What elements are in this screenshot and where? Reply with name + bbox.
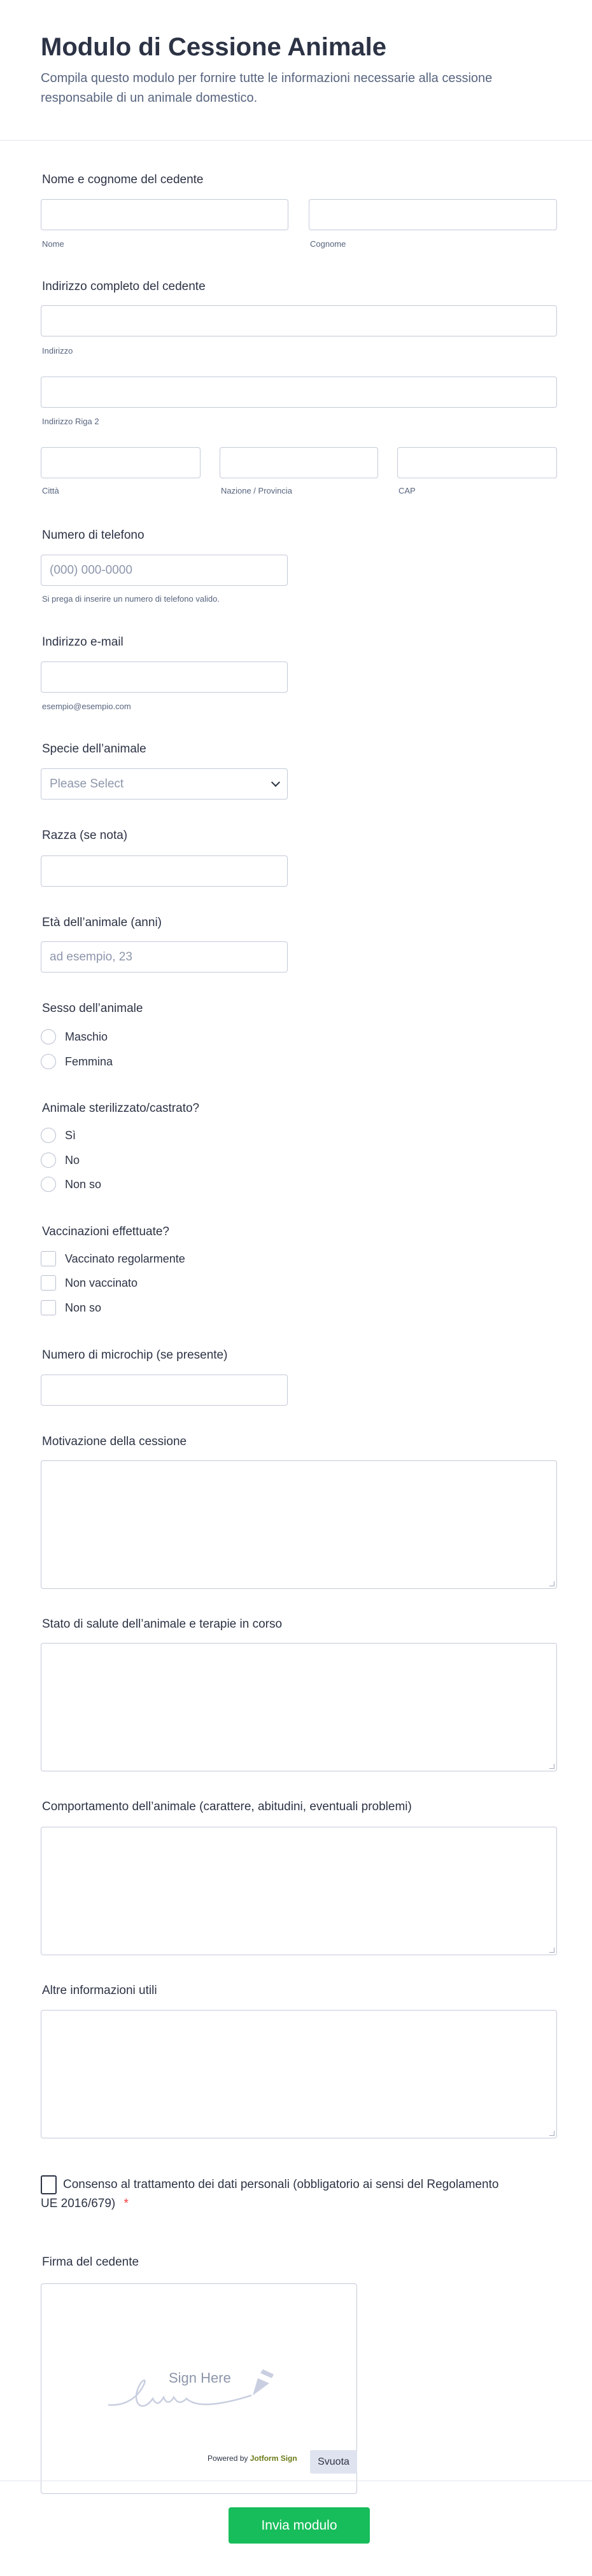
- other-textarea[interactable]: [41, 2010, 557, 2138]
- powered-by: [208, 2454, 297, 2463]
- resize-handle-icon[interactable]: [549, 2131, 554, 2136]
- resize-handle-icon[interactable]: [549, 1764, 554, 1769]
- radio-icon[interactable]: [41, 1029, 56, 1044]
- consent-label: Consenso al trattamento dei dati personali (obbligatorio ai sensi del Regolamento UE 2016/679): [41, 2178, 499, 2211]
- phone-hint: Si prega di inserire un numero di telefono valido.: [42, 594, 220, 604]
- health-label: Stato di salute dell’animale e terapie in corso: [42, 1617, 283, 1631]
- vaccines-label: Vaccinazioni effettuate?: [42, 1225, 169, 1238]
- city-sublabel: Città: [42, 486, 59, 495]
- address-line1-input[interactable]: [41, 305, 557, 336]
- option-label: Non so: [65, 1301, 102, 1314]
- address-line1-sublabel: Indirizzo: [42, 346, 73, 356]
- microchip-label: Numero di microchip (se presente): [42, 1348, 228, 1362]
- other-label: Altre informazioni utili: [42, 1984, 157, 1997]
- last-name-input[interactable]: [309, 199, 557, 230]
- state-input[interactable]: [220, 447, 378, 478]
- city-input[interactable]: [41, 447, 201, 478]
- page-title: Modulo di Cessione Animale: [41, 33, 387, 61]
- email-hint: esempio@esempio.com: [42, 702, 131, 711]
- sex-label: Sesso dell’animale: [42, 1002, 143, 1015]
- sign-here-placeholder: Sign Here: [169, 2370, 231, 2386]
- health-textarea[interactable]: [41, 1643, 557, 1771]
- address-line2-input[interactable]: [41, 377, 557, 408]
- first-name-input[interactable]: [41, 199, 288, 230]
- phone-label: Numero di telefono: [42, 529, 144, 542]
- powered-by-text: Powered by: [208, 2454, 248, 2463]
- sex-option-male[interactable]: [41, 1029, 108, 1044]
- species-label: Specie dell’animale: [42, 742, 146, 756]
- state-sublabel: Nazione / Provincia: [221, 486, 292, 495]
- checkbox-icon[interactable]: [41, 1275, 56, 1291]
- submit-button[interactable]: Invia modulo: [229, 2507, 370, 2544]
- name-label: Nome e cognome del cedente: [42, 173, 204, 186]
- jotform-sign-brand: Jotform Sign: [250, 2454, 297, 2463]
- option-label: Non vaccinato: [65, 1276, 138, 1289]
- radio-icon[interactable]: [41, 1054, 56, 1069]
- resize-handle-icon[interactable]: [549, 1948, 554, 1953]
- clear-signature-button[interactable]: Svuota: [310, 2450, 357, 2474]
- reason-textarea[interactable]: [41, 1460, 557, 1589]
- resize-handle-icon[interactable]: [549, 1581, 554, 1586]
- sex-option-female[interactable]: [41, 1054, 113, 1069]
- neutered-option-no[interactable]: [41, 1153, 80, 1168]
- radio-icon[interactable]: [41, 1128, 56, 1143]
- first-name-sublabel: Nome: [42, 239, 64, 249]
- phone-input[interactable]: [41, 555, 288, 586]
- last-name-sublabel: Cognome: [310, 239, 346, 249]
- option-label: Non so: [65, 1177, 102, 1191]
- option-label: No: [65, 1153, 80, 1167]
- required-asterisk: *: [123, 2197, 129, 2211]
- behavior-textarea[interactable]: [41, 1827, 557, 1955]
- option-label: Femmina: [65, 1055, 113, 1068]
- option-label: Vaccinato regolarmente: [65, 1252, 185, 1265]
- vaccines-option-regular[interactable]: [41, 1251, 185, 1266]
- email-label: Indirizzo e-mail: [42, 635, 123, 649]
- behavior-label: Comportamento dell’animale (carattere, abitudini, eventuali problemi): [42, 1800, 412, 1813]
- breed-input[interactable]: [41, 855, 288, 887]
- email-input[interactable]: [41, 661, 288, 693]
- header-divider: [0, 140, 592, 141]
- page-subtitle: Compila questo modulo per fornire tutte le informazioni necessarie alla cessione responsabile di un animale domestico.: [41, 71, 493, 105]
- address-line2-sublabel: Indirizzo Riga 2: [42, 417, 99, 426]
- vaccines-option-none[interactable]: [41, 1275, 137, 1291]
- species-select[interactable]: [41, 768, 288, 800]
- radio-icon[interactable]: [41, 1177, 56, 1192]
- checkbox-icon[interactable]: [41, 1251, 56, 1266]
- checkbox-icon[interactable]: [41, 1300, 56, 1315]
- option-label: Sì: [65, 1128, 76, 1142]
- vaccines-option-unknown[interactable]: [41, 1300, 101, 1315]
- signature-label: Firma del cedente: [42, 2255, 139, 2269]
- zip-sublabel: CAP: [398, 486, 416, 495]
- signature-pen-icon: [105, 2367, 283, 2418]
- neutered-option-unknown[interactable]: [41, 1177, 101, 1192]
- zip-input[interactable]: [397, 447, 557, 478]
- microchip-input[interactable]: [41, 1375, 288, 1406]
- option-label: Maschio: [65, 1030, 108, 1043]
- consent-field[interactable]: [41, 2175, 499, 2213]
- age-label: Età dell’animale (anni): [42, 916, 162, 929]
- breed-label: Razza (se nota): [42, 829, 128, 842]
- neutered-option-yes[interactable]: [41, 1128, 76, 1143]
- age-input[interactable]: [41, 941, 288, 973]
- chevron-down-icon: [271, 777, 280, 786]
- radio-icon[interactable]: [41, 1153, 56, 1168]
- address-label: Indirizzo completo del cedente: [42, 280, 206, 293]
- consent-checkbox[interactable]: [41, 2175, 57, 2194]
- species-selected: Please Select: [50, 777, 124, 791]
- reason-label: Motivazione della cessione: [42, 1435, 187, 1448]
- neutered-label: Animale sterilizzato/castrato?: [42, 1102, 200, 1115]
